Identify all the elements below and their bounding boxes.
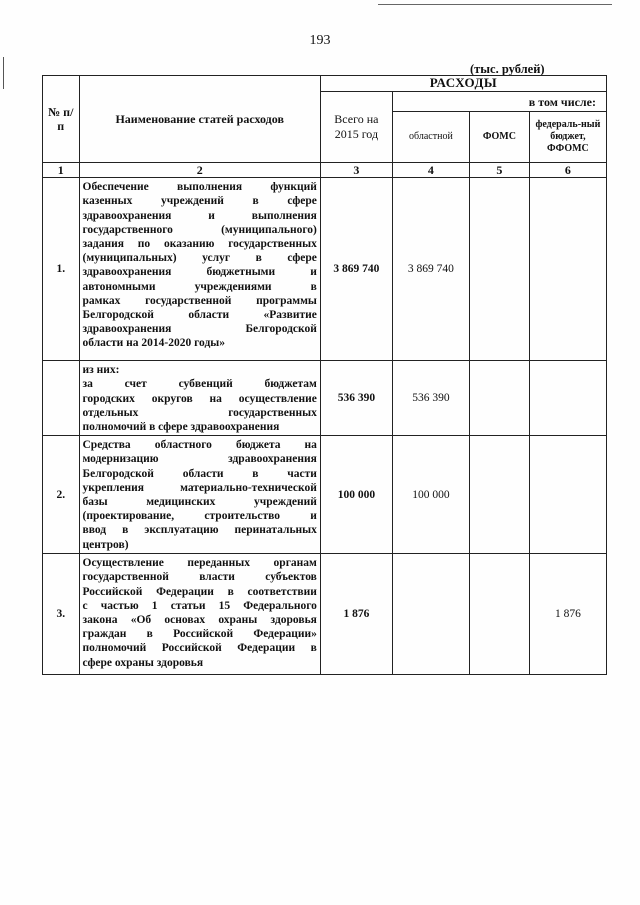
header-expenses-group: РАСХОДЫ [320, 76, 606, 92]
foms-value [469, 178, 529, 361]
column-number: 2 [79, 163, 320, 178]
header-col-name: Наименование статей расходов [79, 76, 320, 163]
expenses-table [42, 75, 607, 675]
federal-value [529, 436, 606, 554]
federal-value: 1 876 [529, 554, 606, 675]
row-number: 2. [43, 436, 80, 554]
total-value: 3 869 740 [320, 178, 392, 361]
federal-value [529, 361, 606, 436]
column-number: 3 [320, 163, 392, 178]
scan-left-margin-line [3, 57, 4, 89]
header-including: в том числе: [392, 92, 606, 112]
regional-value: 3 869 740 [392, 178, 469, 361]
foms-value [469, 361, 529, 436]
total-value: 100 000 [320, 436, 392, 554]
column-number: 5 [469, 163, 529, 178]
expense-name: из них: за счет субвенций бюджетам городских округов на осуществление отдельных государственных полномочий в сфере здравоохранения [79, 361, 320, 436]
foms-value [469, 554, 529, 675]
row-number [43, 361, 80, 436]
table-row [43, 361, 607, 436]
header-total: Всего на 2015 год [320, 92, 392, 163]
header-col-no: № п/п [43, 76, 80, 163]
units-label: (тыс. рублей) [470, 62, 545, 76]
column-number: 6 [529, 163, 606, 178]
expense-name: Средства областного бюджета на модернизацию здравоохранения Белгородской области в части укрепления материально-технической базы медицинских учреждений (проектирование, строительство и ввод в эксплуатацию перинатальных центров) [79, 436, 320, 554]
column-number: 4 [392, 163, 469, 178]
header-federal: федераль-ный бюджет, ФФОМС [529, 112, 606, 163]
header-regional: областной [392, 112, 469, 163]
regional-value: 100 000 [392, 436, 469, 554]
total-value: 1 876 [320, 554, 392, 675]
table-row [43, 436, 607, 554]
regional-value [392, 554, 469, 675]
table-row [43, 178, 607, 361]
scan-top-line [378, 4, 612, 5]
row-number: 1. [43, 178, 80, 361]
expense-name: Обеспечение выполнения функций казенных учреждений в сфере здравоохранения и выполнения государственного (муниципального) задания по оказанию государственных (муниципальных) услуг в сфере здравоохранения бюджетными и автономными учреждениями в рамках государственной программы Белгородской области «Развитие здравоохранения Белгородской области на 2014-2020 годы» [79, 178, 320, 361]
page-number: 193 [309, 33, 331, 48]
total-value: 536 390 [320, 361, 392, 436]
table-row [43, 554, 607, 675]
expense-name: Осуществление переданных органам государственной власти субъектов Российской Федерации в соответствии с частью 1 статьи 15 Федерального закона «Об основах охраны здоровья граждан в Российской Федерации» полномочий Российской Федерации в сфере охраны здоровья [79, 554, 320, 675]
foms-value [469, 436, 529, 554]
column-number: 1 [43, 163, 80, 178]
header-foms: ФОМС [469, 112, 529, 163]
federal-value [529, 178, 606, 361]
column-number-row [43, 163, 607, 178]
regional-value: 536 390 [392, 361, 469, 436]
row-number: 3. [43, 554, 80, 675]
